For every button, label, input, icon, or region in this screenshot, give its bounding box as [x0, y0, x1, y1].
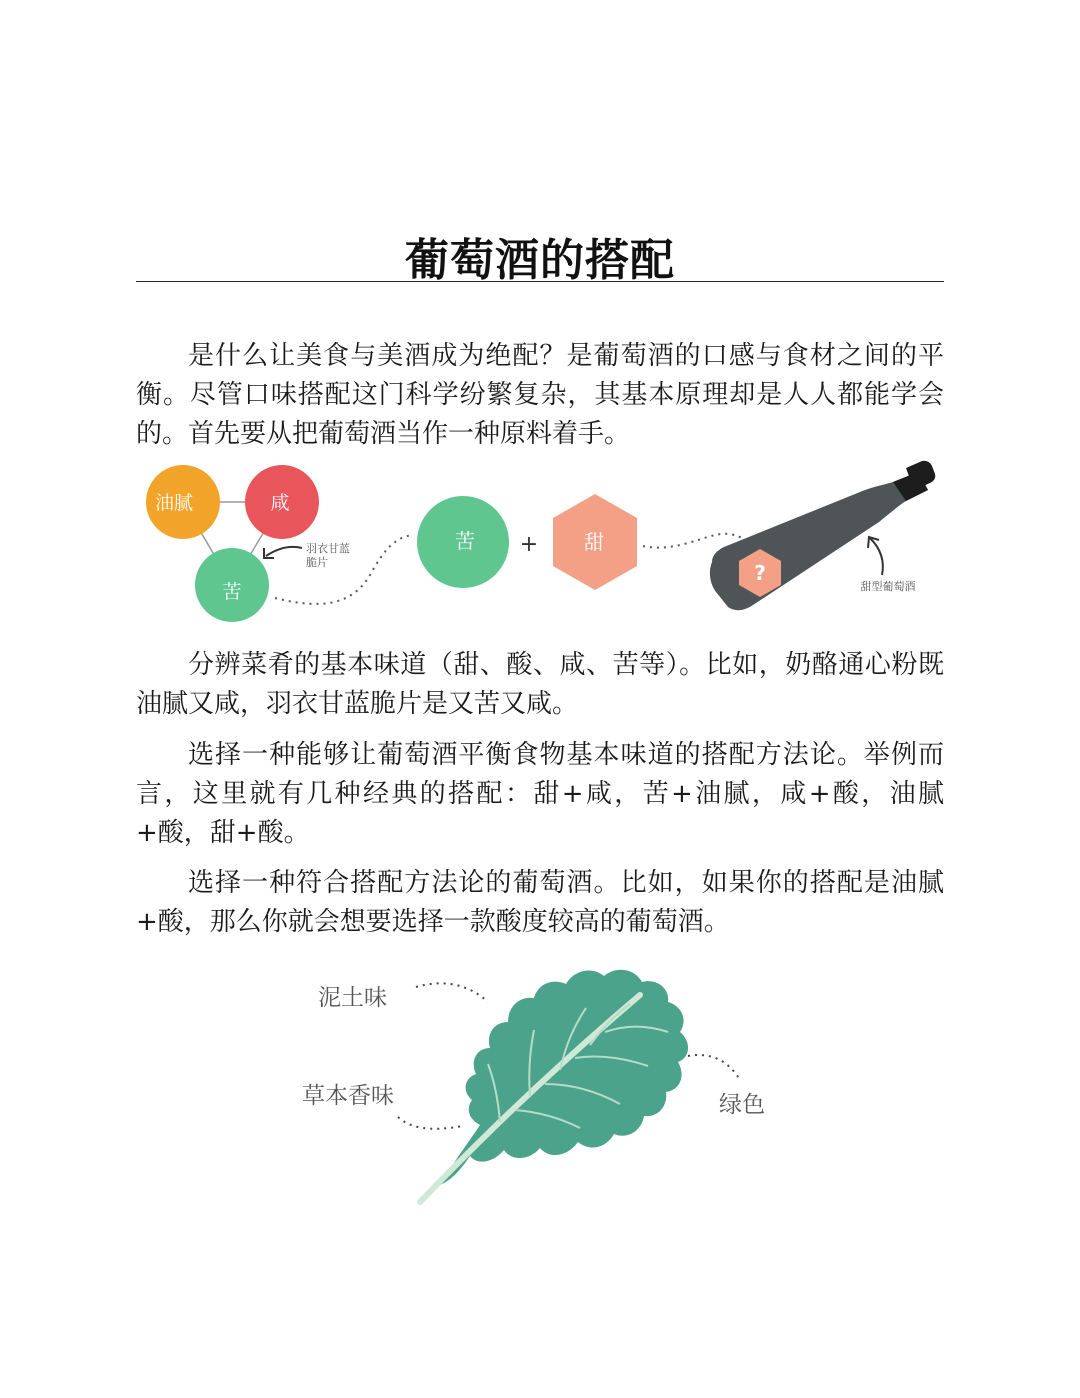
paragraph-choose: 选择一种符合搭配方法论的葡萄酒。比如，如果你的搭配是油腻+酸，那么你就会想要选择一款酸度较高的葡萄酒。 — [136, 868, 944, 937]
bitter-label-large: 苦 — [455, 529, 475, 553]
earthy-label: 泥土味 — [318, 985, 387, 1011]
kale-leaf-icon — [420, 970, 688, 1202]
fatty-label: 油腻 — [154, 492, 194, 514]
green-dotted-pointer — [688, 1055, 740, 1080]
sweet-label: 甜 — [584, 530, 604, 554]
kale-chips-label-line2: 脆片 — [306, 556, 328, 569]
title-divider — [136, 281, 944, 282]
kale-chips-label-line1: 羽衣甘蓝 — [306, 542, 350, 555]
herbal-label: 草本香味 — [302, 1083, 394, 1109]
page-title: 葡萄酒的搭配 — [405, 235, 675, 286]
bottle-arrow-icon — [870, 538, 883, 575]
bitter-label-small: 苦 — [222, 581, 242, 603]
paragraph-intro: 是什么让美食与美酒成为绝配？是葡萄酒的口感与食材之间的平衡。尽管口味搭配这门科学纷繁复杂，其基本原理却是人人都能学会的。首先要从把葡萄酒当作一种原料着手。 — [136, 341, 944, 449]
earthy-dotted-pointer — [416, 983, 488, 1002]
paragraph-method: 选择一种能够让葡萄酒平衡食物基本味道的搭配方法论。举例而言，这里就有几种经典的搭配：甜+咸，苦+油腻，咸+酸，油腻+酸，甜+酸。 — [136, 740, 944, 848]
flavor-pairing-diagram — [0, 455, 1080, 635]
bottle-question-mark: ? — [754, 561, 766, 585]
pointer-arrow-icon — [266, 547, 302, 556]
plus-sign: + — [519, 532, 539, 557]
green-label: 绿色 — [719, 1092, 765, 1118]
herbal-dotted-pointer — [398, 1117, 462, 1129]
salty-label: 咸 — [270, 492, 290, 514]
bottle-label: 甜型葡萄酒 — [860, 580, 916, 593]
kale-leaf-figure — [0, 950, 1080, 1220]
paragraph-identify: 分辨菜肴的基本味道（甜、酸、咸、苦等）。比如，奶酪通心粉既油腻又咸，羽衣甘蓝脆片是又苦又咸。 — [136, 650, 944, 719]
